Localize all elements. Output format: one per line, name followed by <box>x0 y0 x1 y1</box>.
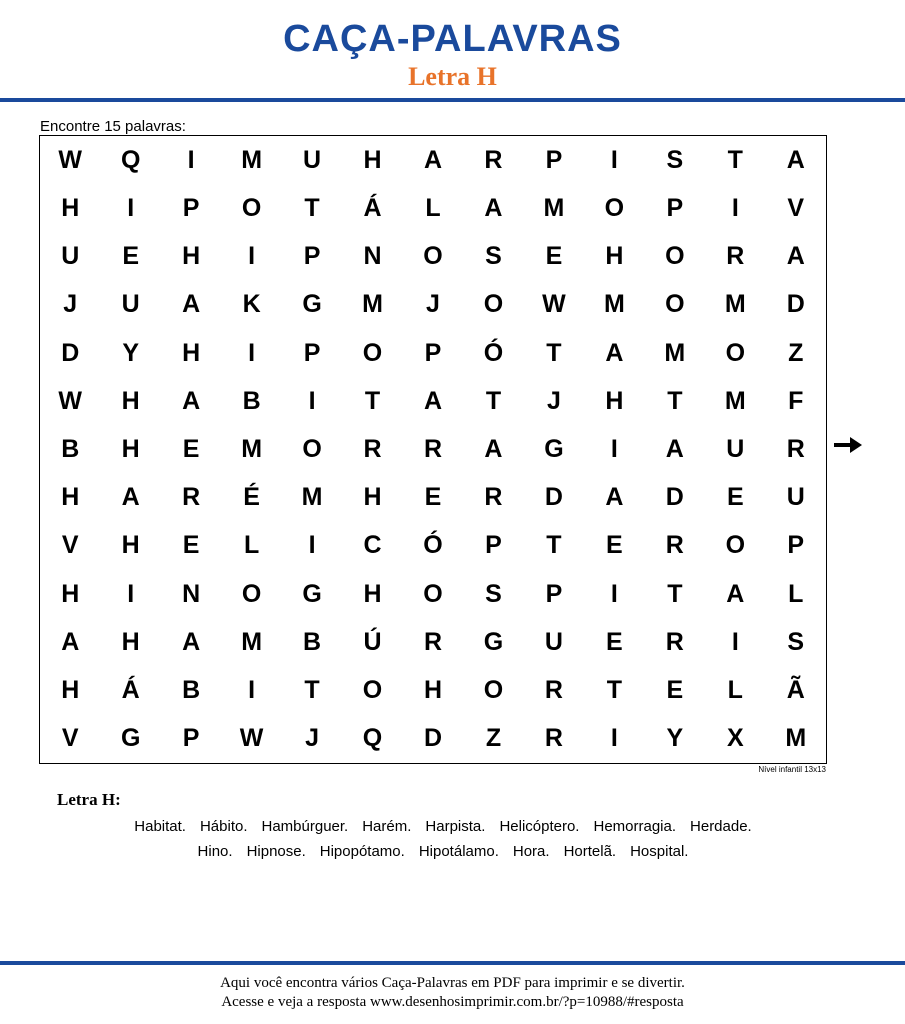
grid-cell: X <box>726 724 744 753</box>
grid-cell: Á <box>363 193 382 222</box>
grid-cell: G <box>120 724 141 753</box>
grid-cell: M <box>724 386 746 415</box>
grid-cell: D <box>665 483 684 512</box>
grid-cell: G <box>302 290 322 319</box>
grid-cell: R <box>484 145 503 174</box>
grid-cell: J <box>546 386 561 415</box>
grid-cell: R <box>423 434 443 463</box>
grid-cell: I <box>610 434 618 463</box>
grid-cell: A <box>61 627 80 656</box>
grid-cell: H <box>121 531 140 560</box>
grid-cell: B <box>303 627 322 656</box>
grid-cell: L <box>788 579 804 608</box>
word-list-item: Hipotálamo. <box>418 843 499 860</box>
grid-cell: V <box>787 193 805 222</box>
grid-cell: M <box>241 434 263 463</box>
grid-cell: T <box>485 386 502 415</box>
grid-cell: E <box>424 483 442 512</box>
word-list-item: Hino. <box>197 843 233 860</box>
grid-cell: S <box>485 579 502 608</box>
grid-cell: A <box>484 434 503 463</box>
grid-cell: O <box>665 242 685 271</box>
grid-cell: W <box>239 724 264 753</box>
grid-cell: H <box>121 627 140 656</box>
grid-cell: O <box>241 193 262 222</box>
grid-cell: Z <box>485 724 502 753</box>
grid-cell: H <box>61 193 80 222</box>
grid-cell: A <box>665 434 684 463</box>
grid-cell: I <box>127 579 135 608</box>
grid-cell: M <box>603 290 625 319</box>
grid-cell: N <box>182 579 201 608</box>
grid-cell: Ã <box>786 676 805 705</box>
grid-cell: A <box>786 242 805 271</box>
grid-cell: J <box>305 724 320 753</box>
grid-cell: P <box>545 579 563 608</box>
grid-cell: D <box>61 338 80 367</box>
grid-cell: B <box>61 434 80 463</box>
grid-cell: P <box>485 531 502 560</box>
word-search-grid <box>40 136 826 763</box>
right-arrow-icon <box>832 432 866 458</box>
grid-cell: O <box>423 579 443 608</box>
grid-cell: L <box>243 531 260 560</box>
grid-cell: I <box>248 338 256 367</box>
grid-cell: T <box>667 386 683 415</box>
grid-cell: G <box>483 627 504 656</box>
grid-cell: R <box>423 627 443 656</box>
grid-cell: U <box>726 434 745 463</box>
grid-cell: I <box>248 676 256 705</box>
grid-cell: M <box>241 627 263 656</box>
grid-cell: P <box>787 531 805 560</box>
grid-cell: Y <box>122 338 140 367</box>
grid-cell: M <box>362 290 383 319</box>
grid-cell: D <box>423 724 443 753</box>
grid-cell: Á <box>121 676 140 705</box>
grid-cell: M <box>543 193 565 222</box>
grid-cell: R <box>726 242 745 271</box>
grid-cell: E <box>726 483 744 512</box>
grid-cell: K <box>242 290 261 319</box>
grid-cell: R <box>484 483 503 512</box>
grid-cell: I <box>610 579 618 608</box>
grid-cell: E <box>182 531 200 560</box>
grid-cell: P <box>182 193 200 222</box>
grid-cell: A <box>182 627 201 656</box>
grid-cell: H <box>182 242 201 271</box>
level-label: Nível infantil 13x13 <box>758 765 826 774</box>
grid-cell: Z <box>788 338 804 367</box>
grid-cell: T <box>304 676 320 705</box>
page-subtitle: Letra H <box>408 62 497 91</box>
grid-cell: Q <box>120 145 141 174</box>
word-list-item: Hábito. <box>199 818 248 835</box>
grid-cell: J <box>426 290 440 319</box>
grid-cell: I <box>731 627 739 656</box>
grid-cell: T <box>606 676 623 705</box>
grid-cell: I <box>308 531 316 560</box>
grid-cell: É <box>243 483 260 512</box>
grid-cell: T <box>667 579 683 608</box>
grid-cell: T <box>364 386 381 415</box>
word-list-heading: Letra H: <box>57 790 121 809</box>
grid-cell: O <box>725 338 746 367</box>
grid-cell: E <box>606 627 623 656</box>
word-list-item: Hipnose. <box>246 843 306 860</box>
grid-cell: A <box>423 145 443 174</box>
grid-cell: U <box>544 627 563 656</box>
grid-cell: O <box>241 579 262 608</box>
grid-cell: R <box>665 627 684 656</box>
grid-cell: B <box>242 386 261 415</box>
grid-cell: E <box>666 676 684 705</box>
grid-cell: O <box>362 338 383 367</box>
grid-cell: C <box>363 531 382 560</box>
grid-cell: P <box>424 338 442 367</box>
grid-cell: R <box>786 434 805 463</box>
grid-cell: D <box>786 290 805 319</box>
word-list-item: Hipopótamo. <box>319 843 405 860</box>
grid-cell: O <box>665 290 685 319</box>
word-list-item: Harém. <box>362 818 412 835</box>
grid-cell: H <box>605 386 624 415</box>
grid-cell: N <box>363 242 382 271</box>
grid-cell: I <box>731 193 739 222</box>
grid-cell: O <box>362 676 383 705</box>
grid-cell: T <box>546 338 562 367</box>
grid-cell: M <box>664 338 686 367</box>
grid-cell: A <box>786 145 805 174</box>
word-list-item: Hambúrguer. <box>261 818 349 835</box>
grid-cell: O <box>483 676 504 705</box>
grid-cell: P <box>303 242 321 271</box>
grid-cell: V <box>61 724 79 753</box>
grid-cell: H <box>61 676 80 705</box>
grid-cell: A <box>182 290 201 319</box>
grid-cell: O <box>725 531 746 560</box>
grid-cell: A <box>726 579 745 608</box>
grid-cell: O <box>483 290 504 319</box>
grid-cell: S <box>666 145 684 174</box>
footer-link-text: Acesse e veja a resposta www.desenhosimprimir.com.br/?p=10988/#resposta <box>221 994 684 1010</box>
grid-cell: R <box>544 724 563 753</box>
word-list-item: Helicóptero. <box>499 818 580 835</box>
grid-cell: T <box>546 531 562 560</box>
grid-cell: W <box>58 145 83 174</box>
grid-cell: Q <box>362 724 383 753</box>
grid-cell: Ó <box>483 338 504 367</box>
grid-cell: P <box>666 193 684 222</box>
grid-cell: R <box>665 531 684 560</box>
word-list-item: Hospital. <box>630 843 689 860</box>
grid-cell: H <box>182 338 201 367</box>
grid-cell: A <box>182 386 201 415</box>
word-list-item: Hortelã. <box>563 843 617 860</box>
grid-cell: W <box>542 290 566 319</box>
page-title: CAÇA-PALAVRAS <box>283 18 622 60</box>
grid-cell: I <box>127 193 135 222</box>
word-list-row-2 <box>40 843 846 860</box>
grid-cell: I <box>248 242 256 271</box>
grid-cell: H <box>121 386 140 415</box>
grid-cell: O <box>423 242 443 271</box>
grid-cell: M <box>724 290 746 319</box>
grid-cell: I <box>187 145 195 174</box>
grid-cell: H <box>363 483 382 512</box>
grid-cell: E <box>606 531 623 560</box>
grid-cell: W <box>58 386 83 415</box>
grid-cell: I <box>308 386 316 415</box>
grid-cell: H <box>61 579 80 608</box>
word-list-row-1 <box>40 818 846 835</box>
grid-cell: H <box>363 579 382 608</box>
bottom-divider <box>0 961 905 965</box>
grid-cell: U <box>61 242 80 271</box>
grid-cell: R <box>182 483 201 512</box>
grid-cell: L <box>727 676 743 705</box>
grid-cell: O <box>604 193 625 222</box>
grid-cell: H <box>423 676 443 705</box>
grid-cell: F <box>788 386 804 415</box>
word-list-item: Herdade. <box>690 818 752 835</box>
word-list-item: Habitat. <box>134 818 186 835</box>
grid-cell: U <box>121 290 140 319</box>
grid-cell: T <box>727 145 743 174</box>
grid-cell: Y <box>666 724 684 753</box>
grid-cell: H <box>121 434 140 463</box>
grid-cell: I <box>610 724 618 753</box>
grid-cell: A <box>423 386 443 415</box>
grid-cell: G <box>544 434 564 463</box>
grid-cell: S <box>485 242 502 271</box>
grid-cell: E <box>122 242 140 271</box>
grid-cell: J <box>63 290 78 319</box>
grid-cell: A <box>121 483 140 512</box>
grid-cell: Ú <box>363 627 382 656</box>
grid-cell: A <box>484 193 503 222</box>
grid-cell: E <box>545 242 563 271</box>
grid-cell: U <box>303 145 322 174</box>
grid-cell: M <box>301 483 323 512</box>
grid-cell: T <box>304 193 320 222</box>
grid-cell: S <box>787 627 805 656</box>
grid-cell: M <box>241 145 263 174</box>
grid-cell: P <box>182 724 200 753</box>
word-search-grid-frame <box>39 135 827 764</box>
grid-cell: H <box>61 483 80 512</box>
grid-cell: U <box>786 483 805 512</box>
grid-cell: Ó <box>423 531 443 560</box>
grid-cell: P <box>303 338 321 367</box>
instruction-text: Encontre 15 palavras: <box>40 118 186 135</box>
grid-cell: H <box>363 145 382 174</box>
grid-cell: R <box>544 676 563 705</box>
grid-cell: G <box>302 579 322 608</box>
word-list-item: Harpista. <box>425 818 486 835</box>
grid-cell: P <box>545 145 563 174</box>
footer-text: Aqui você encontra vários Caça-Palavras em PDF para imprimir e se divertir. <box>220 975 685 991</box>
grid-cell: A <box>605 338 624 367</box>
grid-cell: B <box>182 676 201 705</box>
grid-cell: A <box>605 483 624 512</box>
grid-cell: E <box>182 434 200 463</box>
top-divider <box>0 98 905 102</box>
word-list-item: Hora. <box>512 843 550 860</box>
grid-cell: R <box>363 434 382 463</box>
grid-cell: L <box>425 193 441 222</box>
grid-cell: H <box>605 242 624 271</box>
grid-cell: I <box>610 145 618 174</box>
grid-cell: O <box>302 434 322 463</box>
grid-cell: V <box>61 531 79 560</box>
grid-cell: D <box>544 483 563 512</box>
grid-cell: M <box>785 724 807 753</box>
word-list-item: Hemorragia. <box>593 818 677 835</box>
